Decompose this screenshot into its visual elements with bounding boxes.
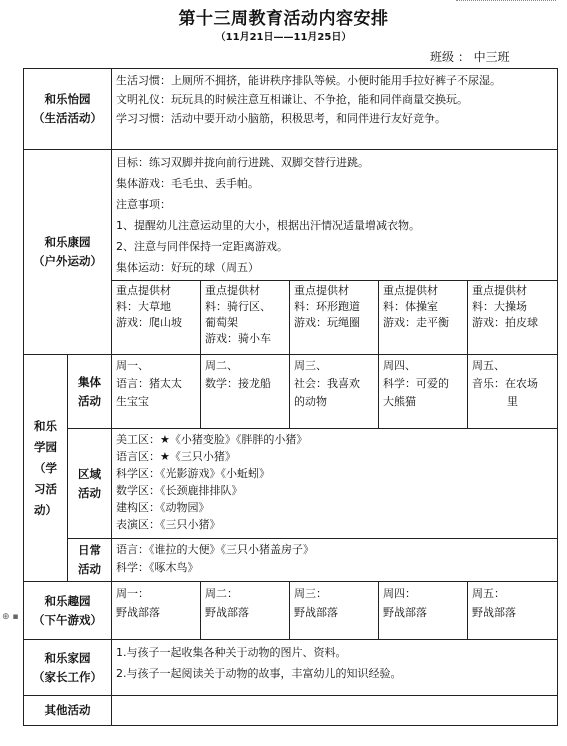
row-family: [24, 640, 558, 696]
group-day-cell: 周三、 社会：我喜欢 的动物: [290, 355, 379, 429]
area-activity-label: 区域 活动: [68, 429, 112, 539]
outdoor-content: [112, 150, 558, 281]
move-handle-icon[interactable]: ⊕ ▪: [2, 612, 19, 622]
row-area-activity: [24, 429, 558, 539]
outdoor-line: 集体运动：好玩的球（周五）: [116, 261, 259, 274]
date-range: （11月21日——11月25日）: [215, 32, 352, 43]
outdoor-line: 1、提醒幼儿注意运动里的大小，根据出汗情况适量增减衣物。: [116, 219, 420, 232]
row-group-activity: [24, 355, 558, 429]
area-line: 科学区：《光影游戏》《小蚯蚓》: [116, 467, 270, 480]
material-cell: 重点提供材 料：大操场 游戏：拍皮球: [468, 281, 558, 355]
outdoor-line: 注意事项：: [116, 198, 171, 211]
other-content[interactable]: [112, 696, 558, 726]
fun-label: 和乐趣园 （下午游戏）: [24, 582, 112, 640]
outdoor-line: 2、注意与同伴保持一定距离游戏。: [116, 240, 288, 253]
area-line: 建构区：《动物园》: [116, 501, 210, 514]
daily-activity-content: [112, 539, 558, 582]
other-label: 其他活动: [24, 696, 112, 726]
material-cell: 重点提供材 料：体操室 游戏：走平衡: [379, 281, 468, 355]
area-line: 语言区：★《三只小猪》: [116, 450, 236, 463]
life-label: 和乐怡园 （生活活动）: [24, 69, 112, 150]
life-line: 学习习惯：活动中要开动小脑筋，积极思考，和同伴进行友好竞争。: [116, 112, 446, 125]
row-other: [24, 696, 558, 726]
fun-day-cell: 周三： 野战部落: [290, 582, 379, 640]
family-line: 1.与孩子一起收集各种关于动物的图片、资料。: [116, 646, 347, 659]
group-day-cell: 周四、 科学：可爱的 大熊猫: [379, 355, 468, 429]
daily-activity-label: 日常 活动: [68, 539, 112, 582]
outdoor-line: 目标：练习双脚并拢向前行进跳、双脚交替行进跳。: [116, 156, 369, 169]
life-line: 文明礼仪：玩玩具的时候注意互相谦让、不争抢，能和同伴商量交换玩。: [116, 93, 468, 106]
area-line: 表演区：《三只小猪》: [116, 518, 221, 531]
row-life: [24, 69, 558, 150]
life-content: [112, 69, 558, 150]
material-cell: 重点提供材 料：大草地 游戏：爬山坡: [112, 281, 201, 355]
page-title: 第十三周教育活动内容安排: [178, 9, 389, 29]
class-label: 班级 ： 中三班: [430, 50, 510, 64]
family-line: 2.与孩子一起阅读关于动物的故事，丰富幼儿的知识经验。: [116, 667, 402, 680]
outdoor-label: 和乐康园 （户外运动）: [24, 150, 112, 355]
row-fun: [24, 582, 558, 640]
row-daily-activity: [24, 539, 558, 582]
material-cell: 重点提供材 料：环形跑道 游戏：玩绳圈: [290, 281, 379, 355]
daily-line: 语言：《谁拉的大便》《三只小猪盖房子》: [116, 543, 314, 556]
group-day-cell: 周二、 数学：接龙船: [201, 355, 290, 429]
schedule-table: [23, 68, 558, 726]
group-day-cell: 周五、 音乐：在农场 里: [468, 355, 558, 429]
family-content: [112, 640, 558, 696]
fun-day-cell: 周一： 野战部落: [112, 582, 201, 640]
family-label: 和乐家园 （家长工作）: [24, 640, 112, 696]
fun-day-cell: 周二： 野战部落: [201, 582, 290, 640]
material-cell: 重点提供材 料：骑行区、 葡萄架 游戏：骑小车: [201, 281, 290, 355]
group-day-cell: 周一、 语言：猪太太 生宝宝: [112, 355, 201, 429]
life-line: 生活习惯：上厕所不拥挤，能讲秩序排队等候。小便时能用手拉好裤子不尿湿。: [116, 74, 501, 87]
area-activity-content: [112, 429, 558, 539]
group-activity-label: 集体 活动: [68, 355, 112, 429]
row-outdoor: [24, 150, 558, 281]
area-line: 数学区：《长颈鹿排排队》: [116, 484, 243, 497]
daily-line: 科学：《啄木鸟》: [116, 561, 199, 574]
fun-day-cell: 周四： 野战部落: [379, 582, 468, 640]
area-line: 美工区：★《小猪变脸》《胖胖的小猪》: [116, 433, 308, 446]
outdoor-line: 集体游戏：毛毛虫、丢手帕。: [116, 177, 259, 190]
fun-day-cell: 周五： 野战部落: [468, 582, 558, 640]
learning-label: 和乐 学园 （学 习活 动）: [24, 355, 68, 582]
